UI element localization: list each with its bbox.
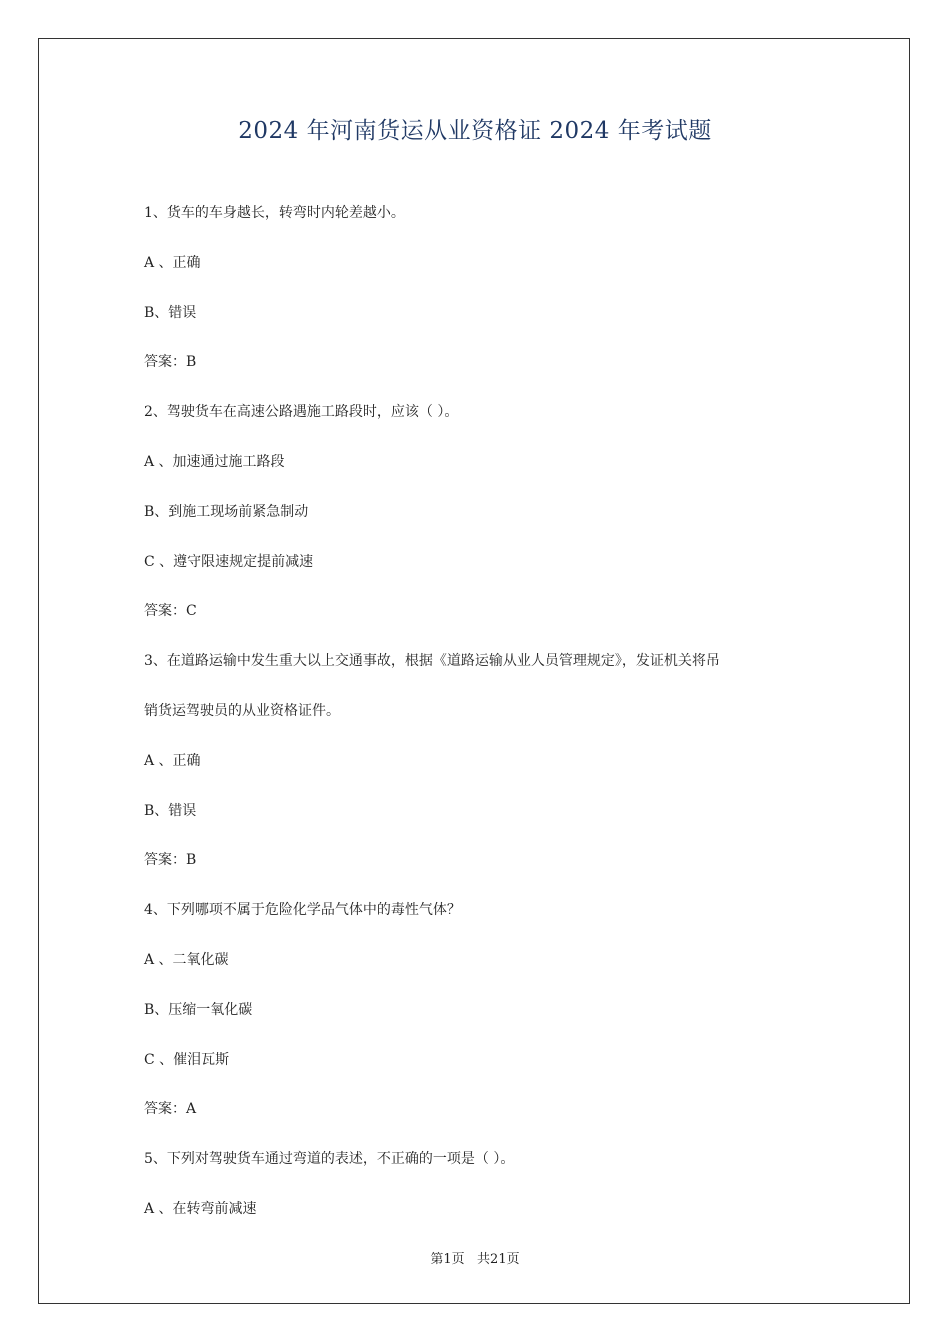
question-4: 4、下列哪项不属于危险化学品气体中的毒性气体？ [144, 902, 461, 919]
question-5-option-a: A 、在转弯前减速 [144, 1200, 257, 1217]
question-3-answer: 答案：B [144, 852, 197, 869]
question-2-option-b: B、到施工现场前紧急制动 [144, 503, 309, 520]
question-4-option-b: B、压缩一氧化碳 [144, 1001, 253, 1018]
page-footer: 第1页 共21页 [430, 1252, 520, 1267]
question-2: 2、驾驶货车在高速公路遇施工路段时，应该（ ）。 [144, 404, 459, 421]
question-1-answer: 答案：B [144, 354, 197, 371]
question-2-answer: 答案：C [144, 603, 197, 620]
question-1-option-a: A 、正确 [144, 254, 201, 271]
question-1: 1、货车的车身越长，转弯时内轮差越小。 [144, 205, 405, 221]
document-body [144, 200, 824, 1246]
question-2-option-a: A 、加速通过施工路段 [144, 453, 285, 470]
question-5: 5、下列对驾驶货车通过弯道的表述，不正确的一项是（ ）。 [144, 1151, 515, 1168]
question-3-option-b: B、错误 [144, 802, 197, 819]
question-4-answer: 答案：A [144, 1101, 197, 1118]
question-4-option-c: C 、催泪瓦斯 [144, 1051, 230, 1068]
question-3-continued: 销货运驾驶员的从业资格证件。 [144, 702, 340, 719]
question-3-option-a: A 、正确 [144, 752, 201, 769]
question-1-option-b: B、错误 [144, 304, 197, 321]
document-title: 2024 年河南货运从业资格证 2024 年考试题 [238, 118, 712, 144]
question-3: 3、在道路运输中发生重大以上交通事故，根据《道路运输从业人员管理规定》，发证机关将吊 [144, 653, 720, 670]
question-4-option-a: A 、二氧化碳 [144, 951, 229, 968]
question-2-option-c: C 、遵守限速规定提前减速 [144, 553, 314, 570]
